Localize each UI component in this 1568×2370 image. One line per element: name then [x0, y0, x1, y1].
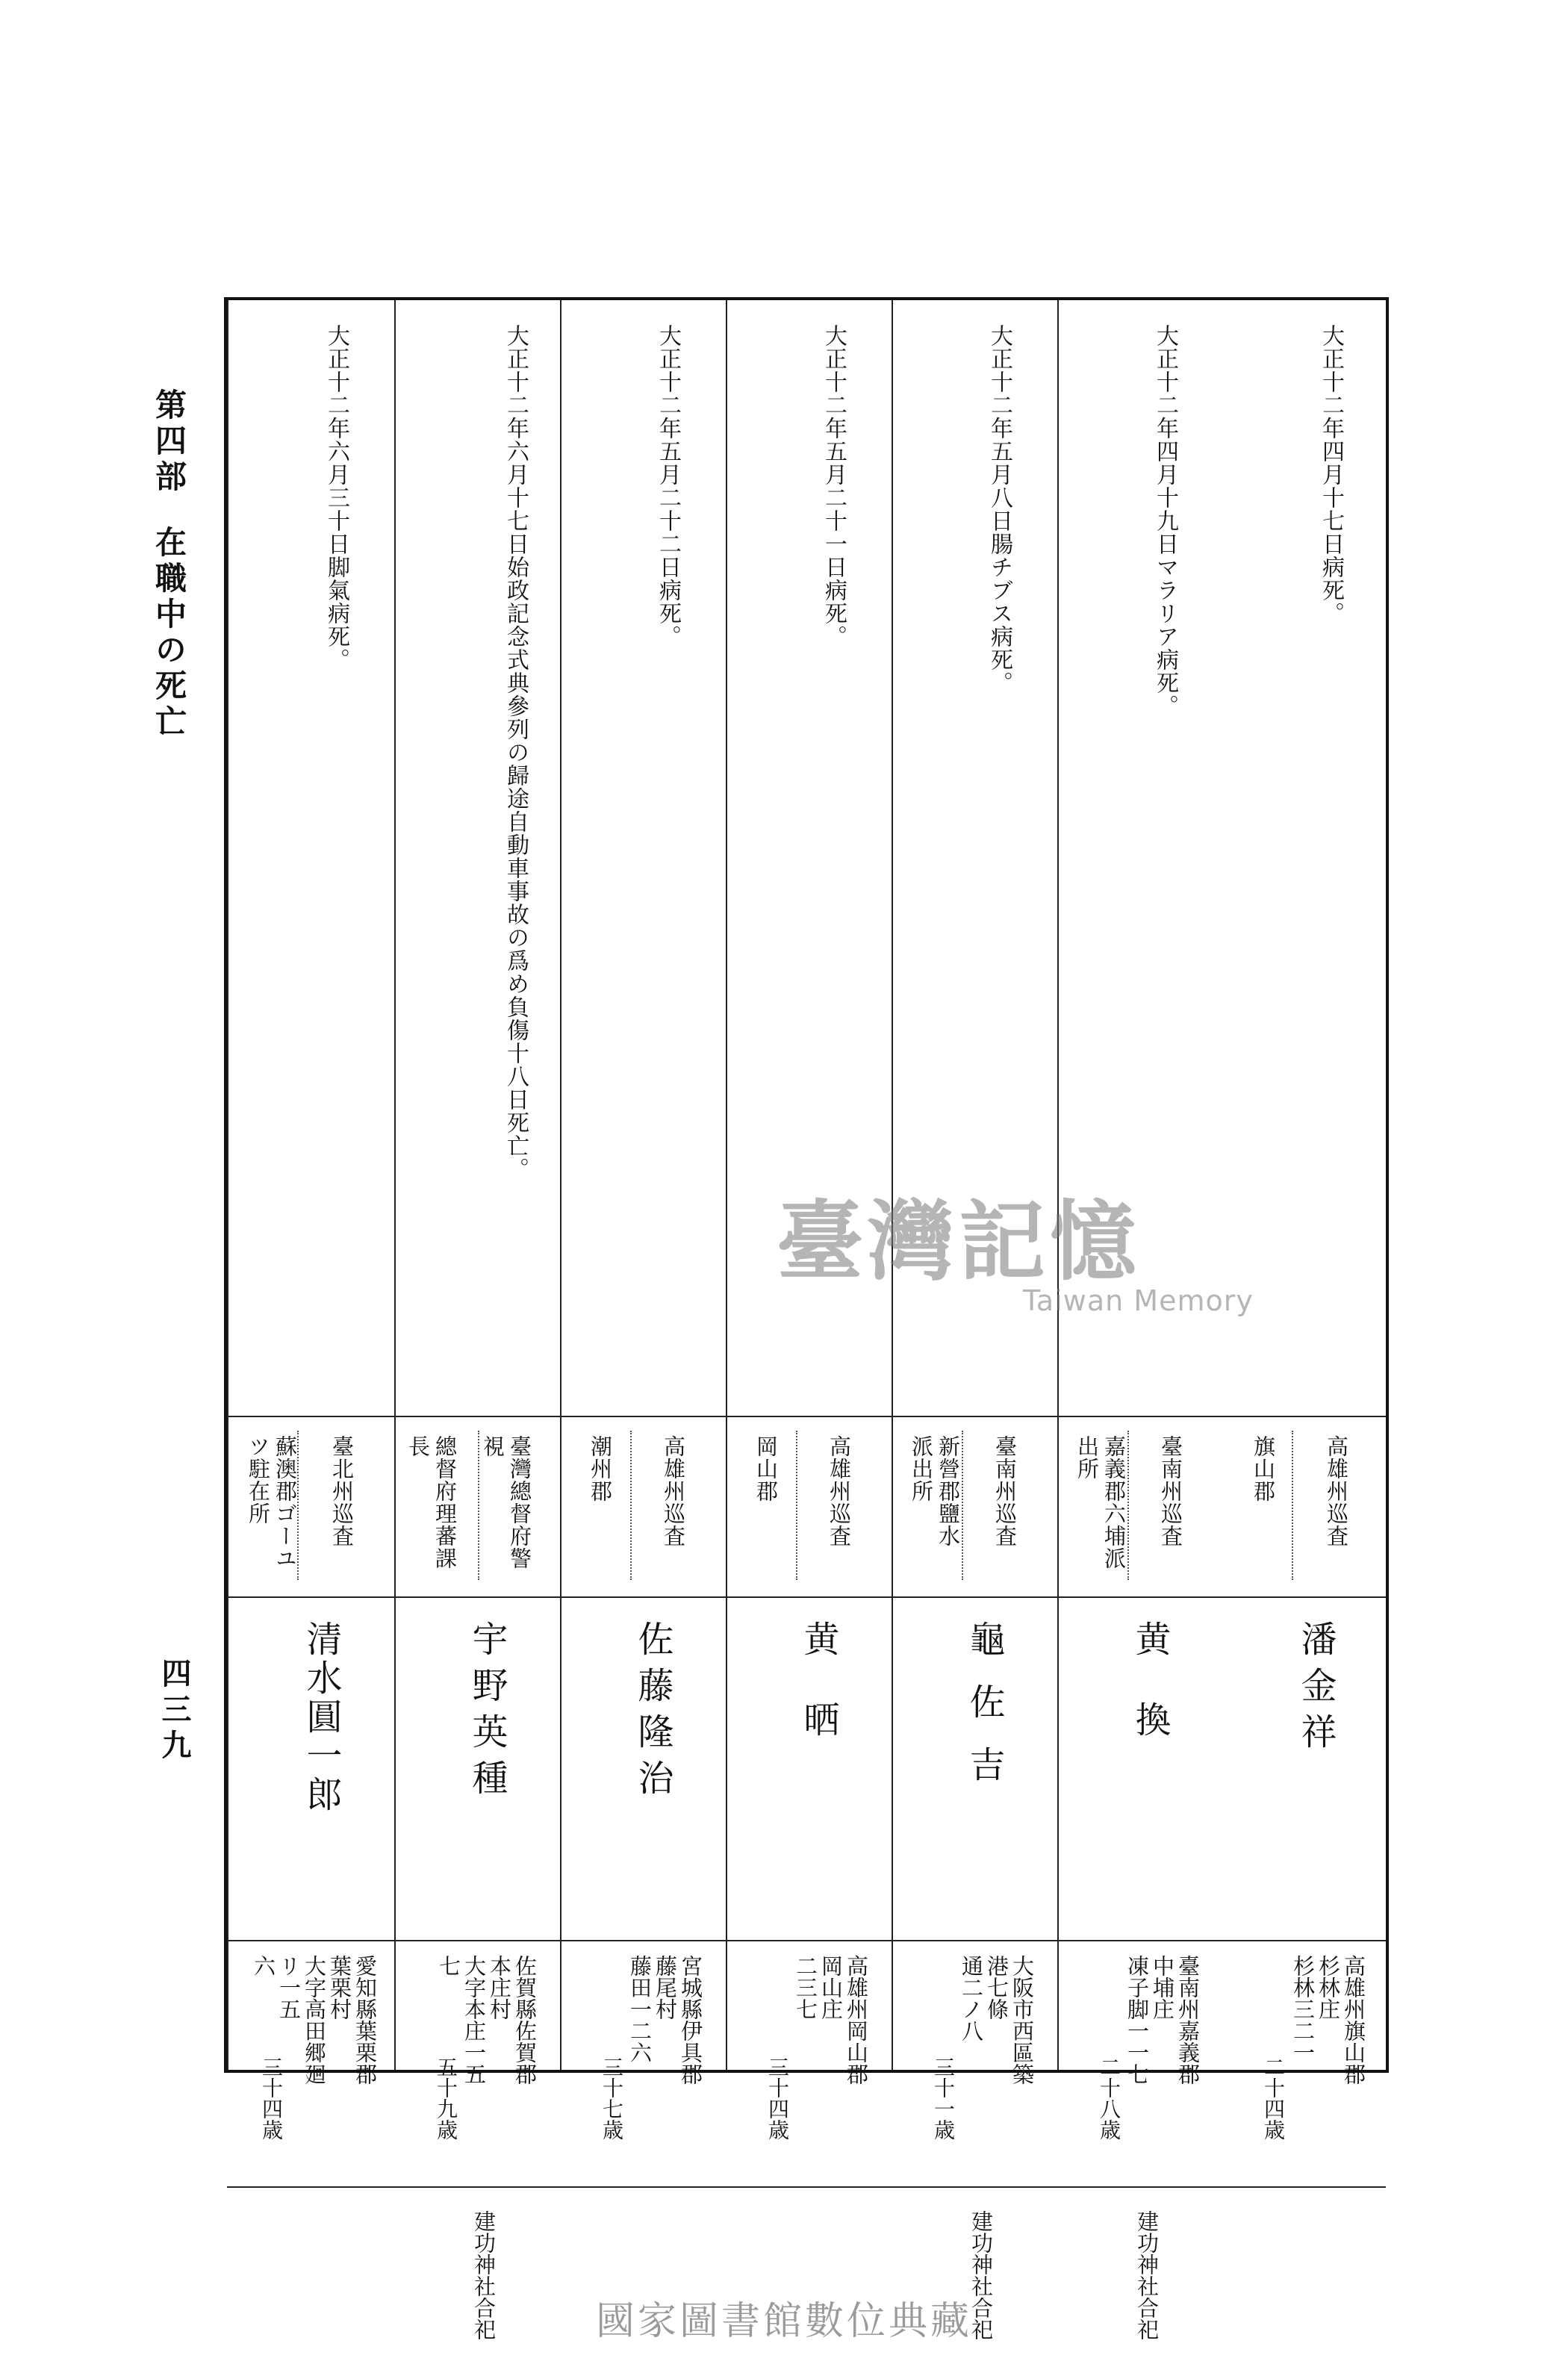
name-cell [561, 1601, 726, 1937]
note-text: 建功神社合祀 [471, 2210, 497, 2340]
address-line: 大字本庄一五七 [436, 1955, 487, 2085]
address-line: 愛知縣葉栗郡葉栗村 [327, 1955, 378, 2085]
address-line: 高雄州岡山郡岡山庄 [818, 1955, 869, 2085]
affiliation-part: 臺灣總督府警 [507, 1435, 532, 1570]
date-text: 大正十二年五月二十一日病死。 [821, 324, 847, 648]
person-name: 黄晒 [797, 1620, 839, 1782]
row-divider-address [227, 2186, 1386, 2188]
dotted-divider [1292, 1431, 1293, 1580]
address-line: 六 [251, 1955, 276, 1976]
date-cell [396, 309, 560, 1413]
address-line: 大阪市西區築港七條 [984, 1955, 1035, 2085]
affiliation-line [245, 1435, 299, 1570]
address-line: 二三七 [793, 1955, 818, 2020]
affiliation-line: 潮州郡 [588, 1435, 613, 1502]
affiliation-part: 總督府理蕃課 [432, 1435, 458, 1570]
date-text: 大正十二年六月三十日脚氣病死。 [323, 324, 349, 671]
date-text: 大正十二年五月二十二日病死。 [655, 324, 681, 648]
address-text [627, 1955, 703, 2089]
address-line: 通二ノ八 [959, 1955, 984, 2041]
entry-column [394, 300, 560, 2340]
affiliation-cell [396, 1420, 560, 1593]
date-cell [228, 309, 394, 1413]
watermark-en: Taiwan Memory [1023, 1284, 1254, 1317]
name-cell [228, 1601, 394, 1937]
affiliation-line: 臺北州巡査 [329, 1435, 355, 1547]
date-cell [893, 309, 1057, 1413]
age-text: 二十四歳 [1261, 2056, 1286, 2140]
dotted-divider [630, 1431, 632, 1580]
address-line: 杉林三二一 [1290, 1955, 1316, 2063]
affiliation-line [479, 1435, 533, 1570]
affiliation-line [1074, 1435, 1127, 1570]
affiliation-cell [1223, 1420, 1389, 1593]
name-cell [1059, 1601, 1223, 1937]
address-cell [228, 1944, 394, 2183]
entry-column [892, 300, 1057, 2340]
affiliation-line [405, 1435, 458, 1570]
affiliation-part: 長 [405, 1435, 431, 1458]
person-name: 清水圓一郎 [300, 1620, 342, 1814]
address-cell [396, 1944, 560, 2183]
address-text [959, 1955, 1035, 2089]
address-cell [727, 1944, 892, 2183]
affiliation-line: 臺南州巡査 [1158, 1435, 1183, 1547]
note-text: 建功神社合祀 [968, 2210, 994, 2340]
date-text: 大正十二年六月十七日始政記念式典參列の歸途自動車事故の爲め負傷十八日死亡。 [503, 324, 529, 1181]
date-cell [727, 309, 892, 1413]
person-name: 佐藤隆治 [632, 1620, 673, 1806]
address-line: 高雄州旗山郡杉林庄 [1316, 1955, 1366, 2085]
affiliation-part: 視 [480, 1435, 505, 1458]
date-text: 大正十二年四月十九日マラリア病死。 [1152, 324, 1178, 718]
age-text: 三十四歳 [259, 2056, 284, 2140]
address-text [1290, 1955, 1366, 2089]
dotted-divider [962, 1431, 963, 1580]
affiliation-part: ツ駐在所 [246, 1435, 271, 1525]
name-cell [1223, 1601, 1389, 1937]
address-line: 大字高田郷廻リ一五 [276, 1955, 327, 2085]
affiliation-line: 高雄州巡査 [827, 1435, 852, 1547]
entry-column [1057, 300, 1223, 2340]
age-text: 五十九歳 [434, 2056, 458, 2140]
affiliation-part: 嘉義郡六埔派 [1101, 1435, 1127, 1570]
affiliation-line [908, 1435, 962, 1547]
affiliation-cell [561, 1420, 726, 1593]
running-head-title: 在職中の死亡 [151, 526, 187, 741]
address-text [793, 1955, 869, 2089]
date-cell [1223, 309, 1389, 1413]
age-text: 二十八歳 [1097, 2056, 1121, 2140]
person-name: 潘金祥 [1295, 1620, 1337, 1759]
watermark-cn: 臺灣記憶 [777, 1191, 1141, 1293]
dotted-divider [1127, 1431, 1129, 1580]
dotted-divider [478, 1431, 479, 1580]
address-line: 臺南州嘉義郡中埔庄 [1150, 1955, 1201, 2085]
address-line: 藤田一二六 [627, 1955, 653, 2063]
affiliation-line: 高雄州巡査 [1324, 1435, 1349, 1547]
date-cell [561, 309, 726, 1413]
date-cell [1059, 309, 1223, 1413]
affiliation-part: 出所 [1074, 1435, 1100, 1480]
address-line: 宮城縣伊具郡藤尾村 [653, 1955, 703, 2085]
person-name: 黄換 [1129, 1620, 1171, 1782]
address-cell [1223, 1944, 1389, 2183]
running-head-part: 第四部 [151, 388, 187, 496]
affiliation-line: 高雄州巡査 [661, 1435, 686, 1547]
name-cell [396, 1601, 560, 1937]
entry-column [560, 300, 726, 2140]
affiliation-cell [727, 1420, 892, 1593]
name-cell [727, 1601, 892, 1937]
affiliation-line: 臺南州巡査 [992, 1435, 1018, 1547]
address-text [1124, 1955, 1201, 2089]
age-text: 三十四歳 [765, 2056, 790, 2140]
address-line: 凍子脚一一七 [1124, 1955, 1150, 2085]
date-text: 大正十二年五月八日腸チブス病死。 [986, 324, 1012, 694]
age-text: 三十七歳 [600, 2056, 624, 2140]
entry-column [1223, 300, 1389, 2140]
affiliation-part: 派出所 [909, 1435, 934, 1502]
affiliation-cell [1059, 1420, 1223, 1593]
date-text: 大正十二年四月十七日病死。 [1318, 324, 1344, 625]
entry-column [726, 300, 892, 2140]
age-text: 三十一歳 [931, 2056, 956, 2140]
person-name: 宇野英種 [466, 1620, 508, 1806]
note-text: 建功神社合祀 [1134, 2210, 1160, 2340]
page-number: 四三九 [157, 1658, 192, 1765]
footer-credit: 國家圖書館數位典藏 [595, 2299, 972, 2344]
affiliation-part: 新營郡鹽水 [936, 1435, 961, 1547]
name-cell [893, 1601, 1057, 1937]
address-cell [561, 1944, 726, 2183]
address-line: 佐賀縣佐賀郡本庄村 [487, 1955, 538, 2085]
dotted-divider [796, 1431, 797, 1580]
affiliation-cell [893, 1420, 1057, 1593]
affiliation-part: 蘇澳郡ゴーユ [273, 1435, 298, 1570]
entry-column [227, 300, 394, 2140]
affiliation-line: 岡山郡 [753, 1435, 779, 1502]
person-name: 龜佐吉 [963, 1620, 1005, 1808]
address-cell [893, 1944, 1057, 2183]
affiliation-cell [228, 1420, 394, 1593]
affiliation-line: 旗山郡 [1251, 1435, 1276, 1502]
running-head [148, 388, 190, 741]
address-cell [1059, 1944, 1223, 2183]
